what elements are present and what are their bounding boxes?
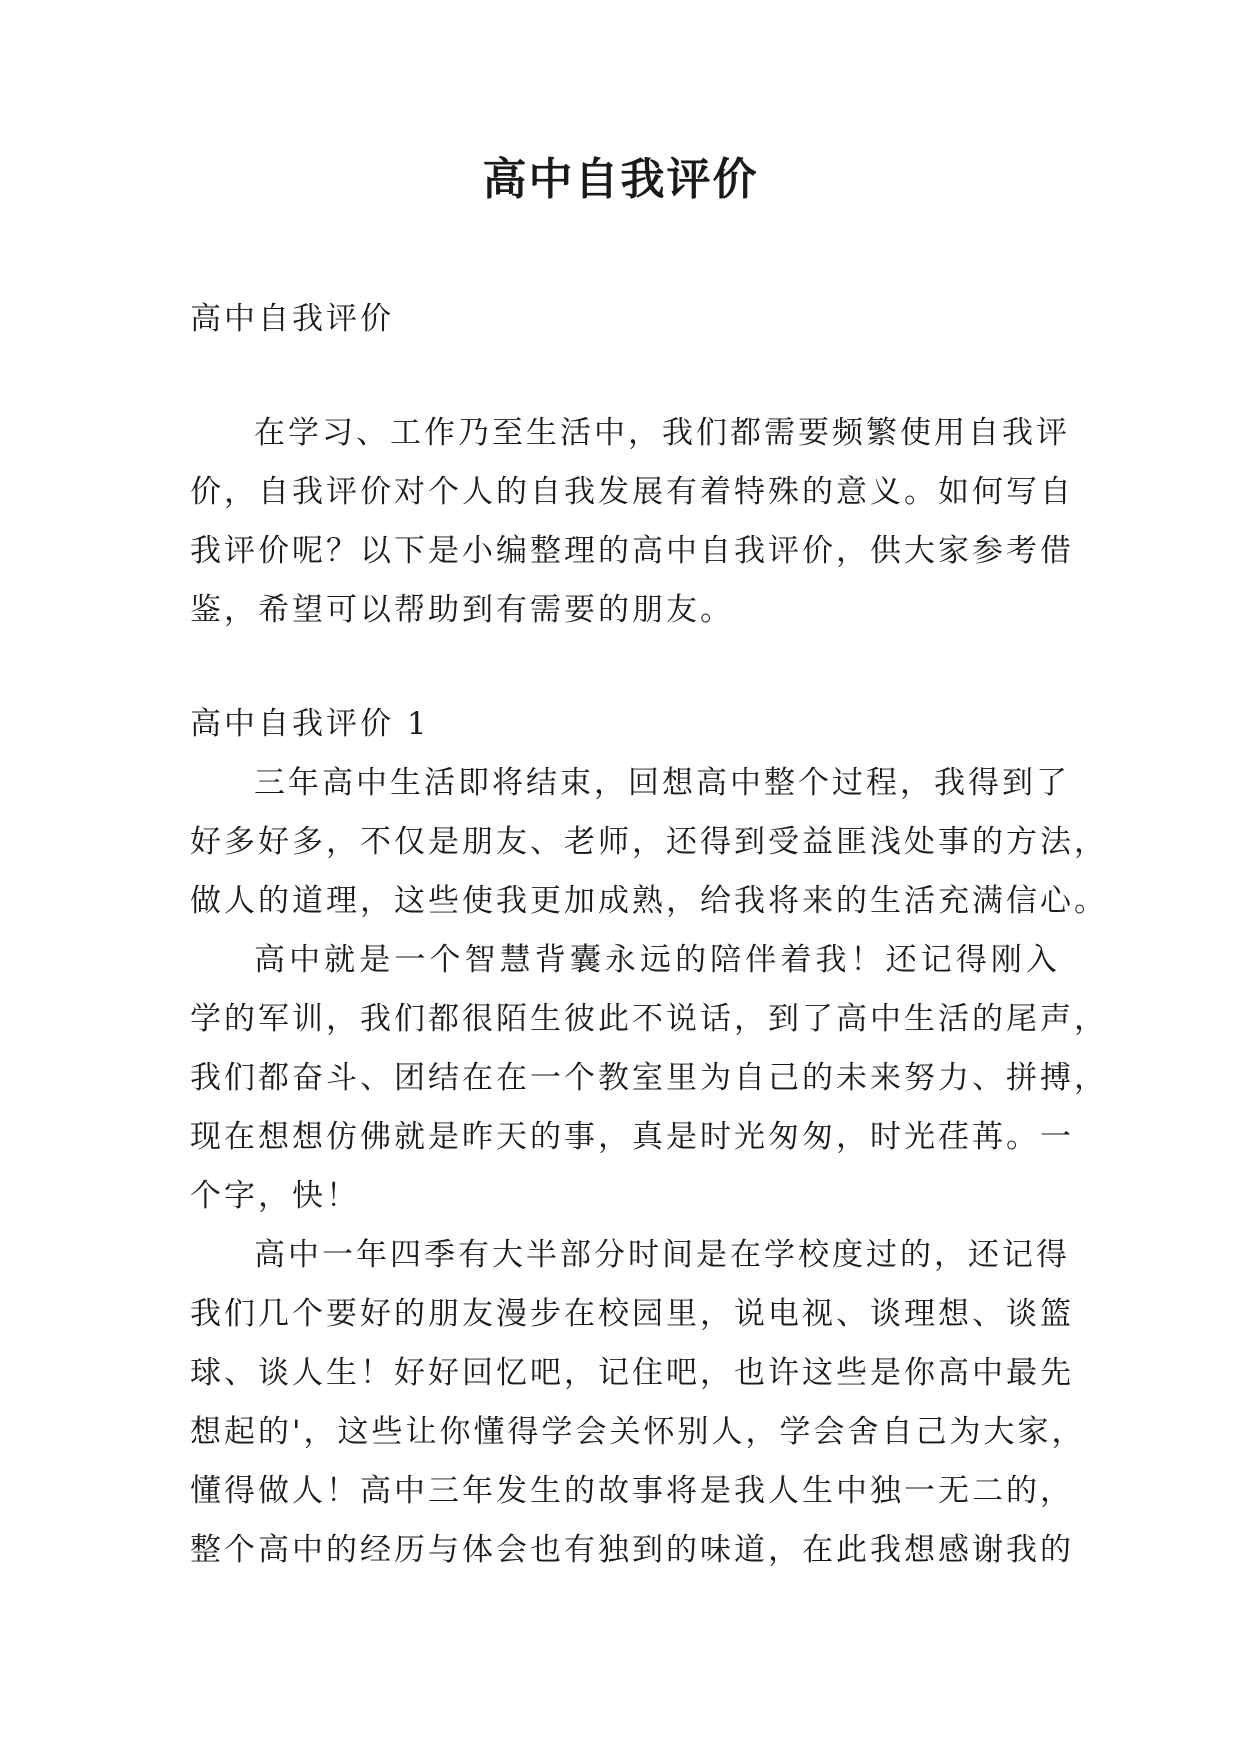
paragraph-line: 学的军训，我们都很陌生彼此不说话，到了高中生活的尾声， — [190, 1001, 1108, 1037]
document-body — [190, 290, 1108, 1580]
paragraph-line: 整个高中的经历与体会也有独到的味道，在此我想感谢我的 — [190, 1532, 1074, 1568]
document-subtitle: 高中自我评价 — [190, 301, 394, 337]
paragraph-line: 三年高中生活即将结束，回想高中整个过程，我得到了 — [254, 765, 1070, 801]
paragraph-line: 我评价呢？以下是小编整理的高中自我评价，供大家参考借 — [190, 533, 1074, 569]
document-title: 高中自我评价 — [482, 154, 759, 205]
paragraph-line: 好多好多，不仅是朋友、老师，还得到受益匪浅处事的方法， — [190, 824, 1108, 860]
paragraph-line: 现在想想仿佛就是昨天的事，真是时光匆匆，时光荏苒。一 — [190, 1119, 1074, 1155]
paragraph-line: 我们都奋斗、团结在在一个教室里为自己的未来努力、拼搏， — [190, 1060, 1108, 1096]
intro-paragraph — [190, 404, 1074, 640]
paragraph-line: 懂得做人！高中三年发生的故事将是我人生中独一无二的， — [190, 1473, 1074, 1509]
paragraph-line: 高中一年四季有大半部分时间是在学校度过的，还记得 — [254, 1237, 1070, 1273]
section-heading: 高中自我评价 1 — [190, 706, 430, 742]
paragraph-line: 想起的'，这些让你懂得学会关怀别人，学会舍自己为大家， — [190, 1414, 1086, 1450]
paragraph-line: 在学习、工作乃至生活中，我们都需要频繁使用自我评 — [254, 415, 1070, 451]
paragraph-line: 做人的道理，这些使我更加成熟，给我将来的生活充满信心。 — [190, 883, 1108, 919]
paragraph-line: 球、谈人生！好好回忆吧，记住吧，也许这些是你高中最先 — [190, 1355, 1074, 1391]
body-paragraph — [190, 754, 1108, 931]
paragraph-line: 个字，快！ — [190, 1178, 360, 1214]
paragraph-line: 我们几个要好的朋友漫步在校园里，说电视、谈理想、谈篮 — [190, 1296, 1074, 1332]
paragraph-line: 鉴，希望可以帮助到有需要的朋友。 — [190, 592, 734, 628]
body-paragraph — [190, 931, 1108, 1226]
paragraph-line: 价，自我评价对个人的自我发展有着特殊的意义。如何写自 — [190, 474, 1074, 510]
body-paragraph — [190, 1226, 1086, 1580]
paragraph-line: 高中就是一个智慧背囊永远的陪伴着我！还记得刚入 — [254, 942, 1060, 978]
